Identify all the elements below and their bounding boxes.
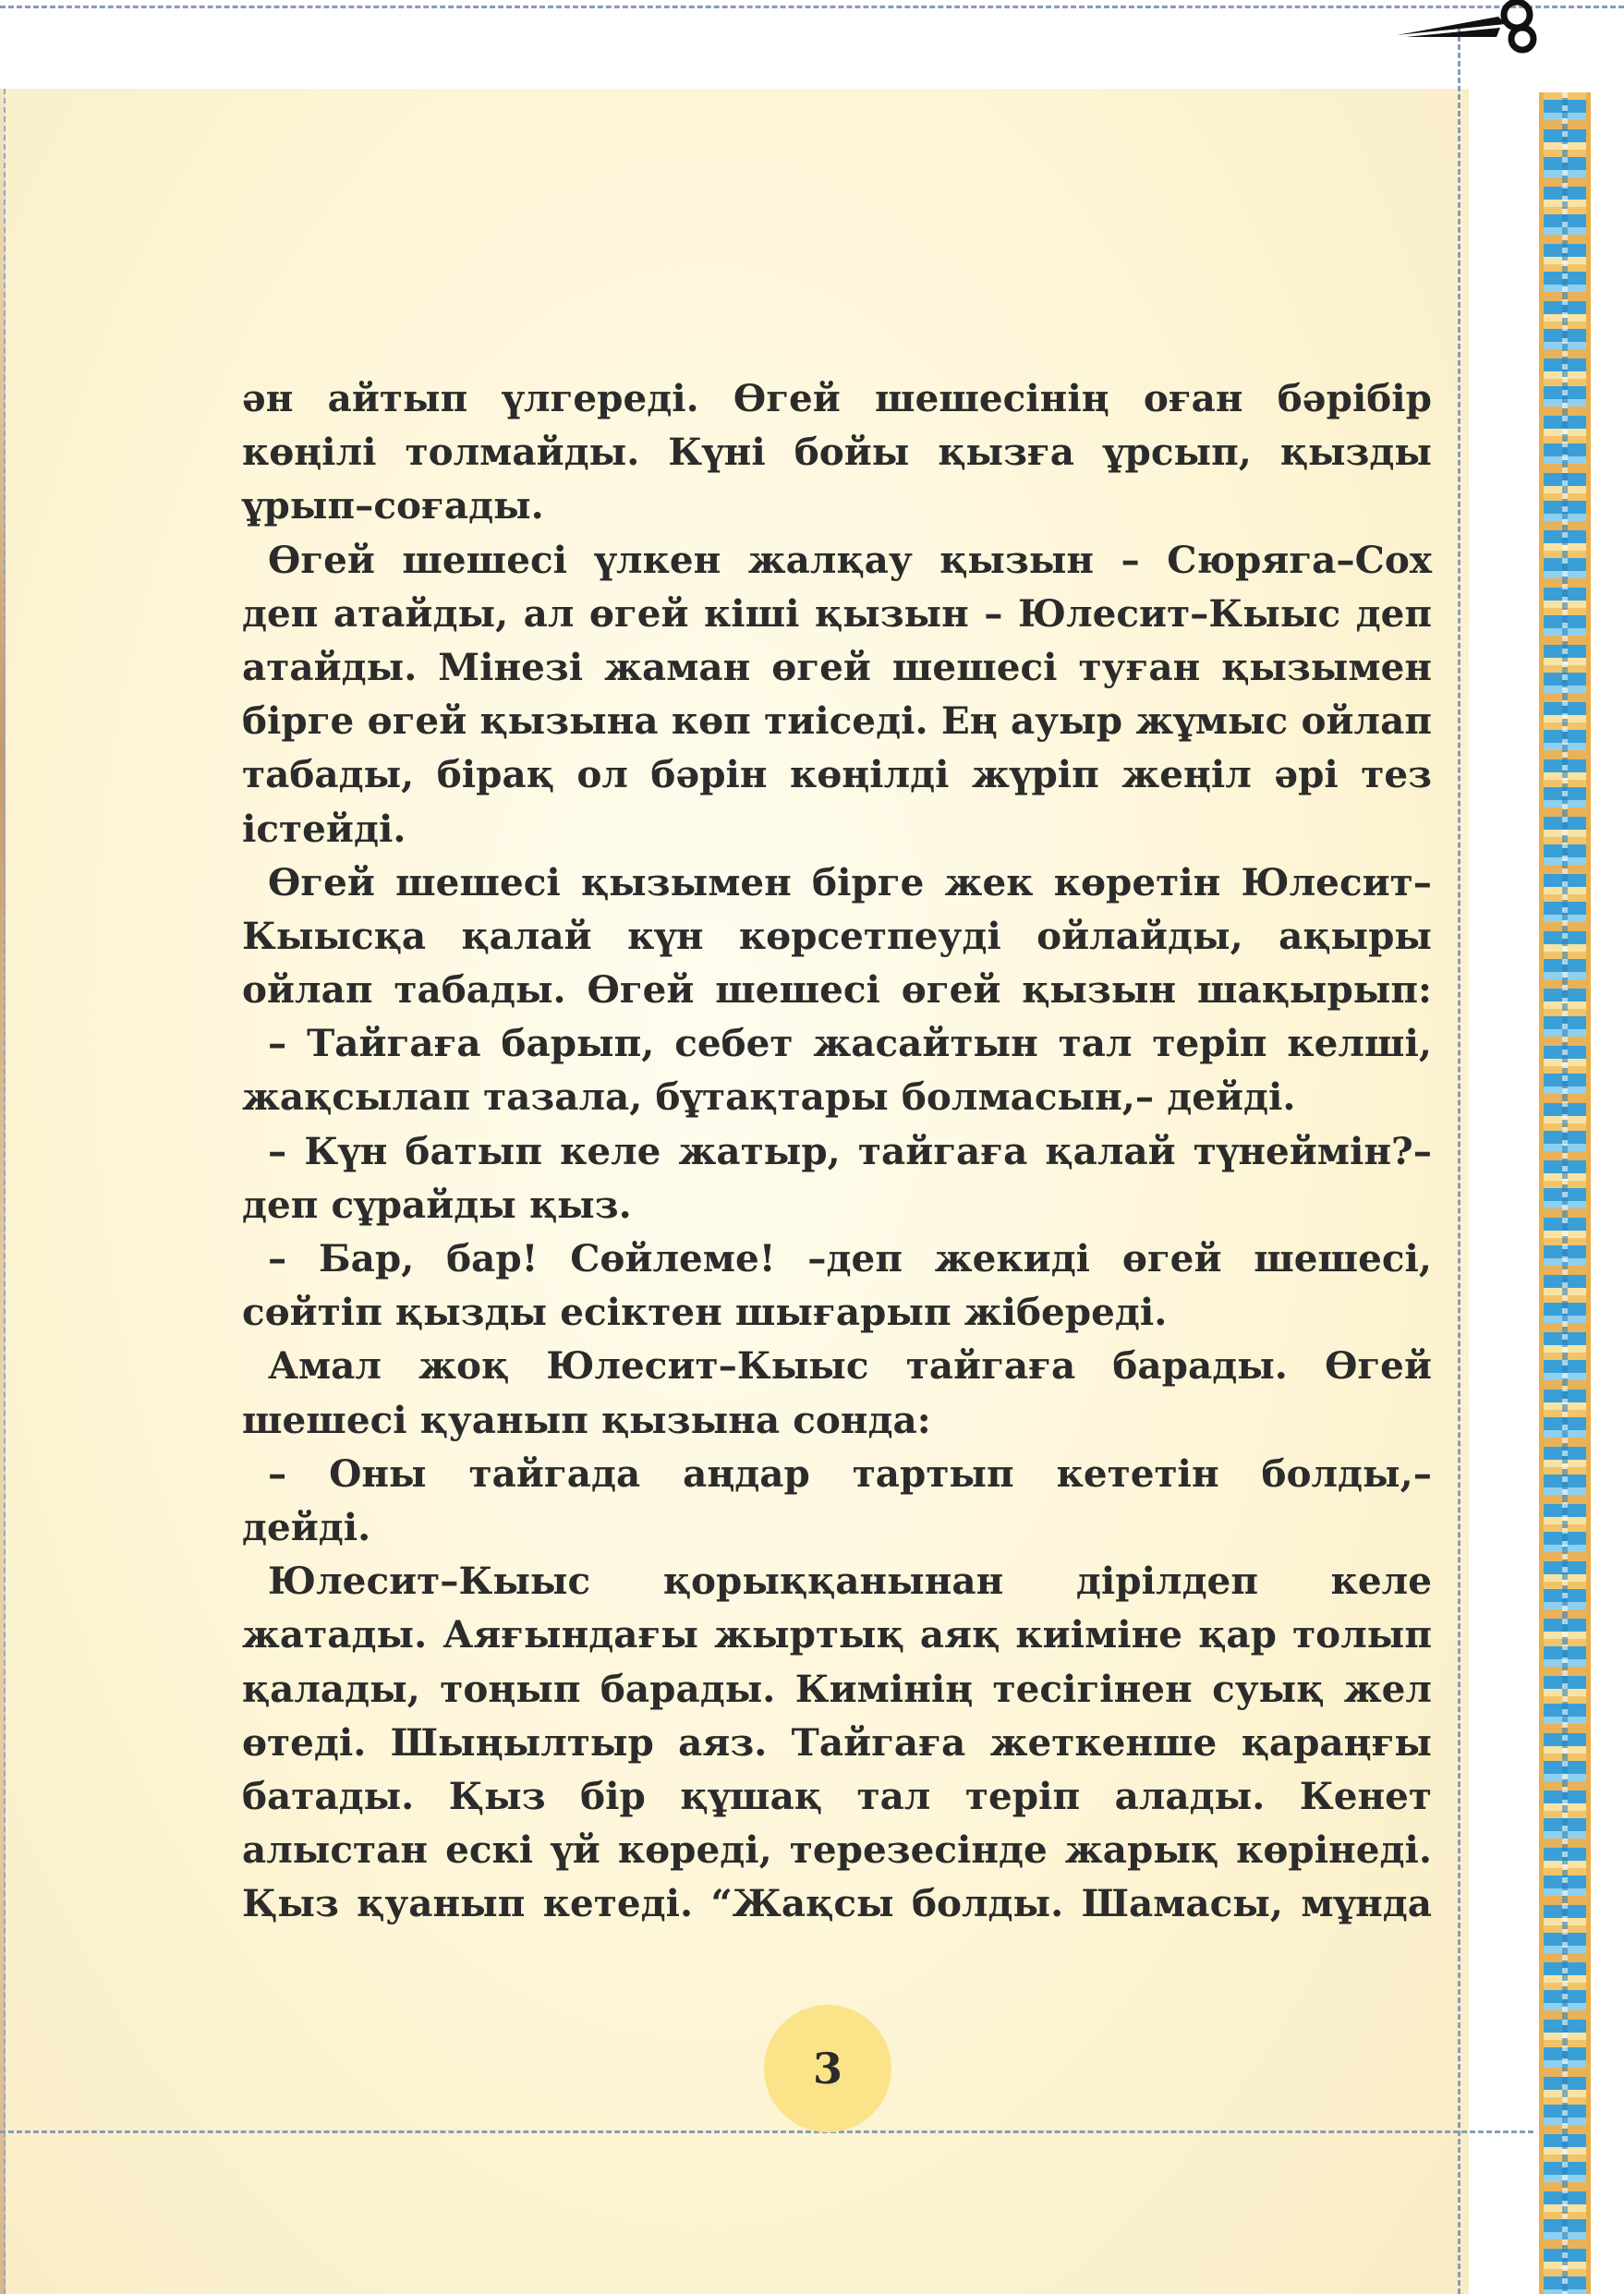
text-line: істейді.: [242, 806, 406, 851]
text-line: ұрып–соғады.: [242, 483, 544, 528]
text-line: Өгей шешесі қызымен бірге жек көретін Юлесит–: [268, 859, 1432, 904]
text-line: деп сұрайды қыз.: [242, 1182, 632, 1227]
text-line: деп атайды, ал өгей кіші қызын – Юлесит–Кыыс деп: [242, 590, 1432, 636]
text-line: – Оны тайгада аңдар тартып кететін болды,–: [268, 1450, 1432, 1496]
cut-line-left: [4, 89, 6, 2294]
cut-line-bottom: [0, 2130, 1533, 2133]
text-line: Өгей шешесі үлкен жалқау қызын – Сюряга–Сох: [268, 537, 1432, 582]
text-line: Қыз қуанып кетеді. “Жақсы болды. Шамасы, мұнда: [242, 1881, 1432, 1926]
story-text: [242, 371, 1432, 1930]
text-line: бірге өгей қызына көп тиіседі. Ең ауыр жұмыс ойлап: [242, 698, 1432, 744]
text-line: атайды. Мінезі жаман өгей шешесі туған қызымен: [242, 644, 1432, 689]
ornament-border: [1539, 92, 1591, 2294]
text-line: – Күн батып келе жатыр, тайгаға қалай түнеймін?–: [268, 1128, 1432, 1173]
text-line: шешесі қуанып қызына сонда:: [242, 1397, 931, 1442]
text-line: батады. Қыз бір құшақ тал теріп алады. Кенет: [242, 1773, 1432, 1818]
text-line: Амал жоқ Юлесит–Кыыс тайгаға барады. Өгей: [268, 1343, 1432, 1389]
text-line: алыстан ескі үй көреді, терезесінде жарық көрінеді.: [242, 1827, 1432, 1873]
text-line: жақсылап тазала, бұтақтары болмасын,– дейді.: [242, 1074, 1296, 1120]
text-line: сөйтіп қызды есіктен шығарып жібереді.: [242, 1290, 1168, 1335]
text-line: Кыысқа қалай күн көрсетпеуді ойлайды, ақыры: [242, 913, 1432, 958]
text-line: – Тайгаға барып, себет жасайтын тал теріп келші,: [268, 1021, 1432, 1066]
text-line: – Бар, бар! Сөйлеме! –деп жекиді өгей шешесі,: [268, 1236, 1432, 1281]
scissors-icon: [1397, 0, 1545, 55]
text-line: табады, бірақ ол бәрін көңілді жүріп жеңіл әрі тез: [242, 752, 1432, 797]
text-line: дейді.: [242, 1504, 371, 1549]
text-line: Юлесит–Кыыс қорыққанынан дірілдеп келе: [268, 1559, 1432, 1604]
cut-line-right: [1458, 28, 1460, 2294]
page-number: 3: [764, 2005, 891, 2132]
text-line: ойлап табады. Өгей шешесі өгей қызын шақырып:: [242, 967, 1432, 1013]
text-line: ән айтып үлгереді. Өгей шешесінің оған бәрібір: [242, 376, 1432, 420]
text-line: қалады, тоңып барады. Кимінің тесігінен суық жел: [242, 1666, 1432, 1711]
cut-line-top: [0, 6, 1624, 8]
text-line: өтеді. Шыңылтыр аяз. Тайгаға жеткенше қараңғы: [242, 1719, 1432, 1765]
text-line: көңілі толмайды. Күні бойы қызға ұрсып, қызды: [242, 430, 1432, 475]
text-line: жатады. Аяғындағы жыртық аяқ киіміне қар толып: [242, 1612, 1432, 1657]
